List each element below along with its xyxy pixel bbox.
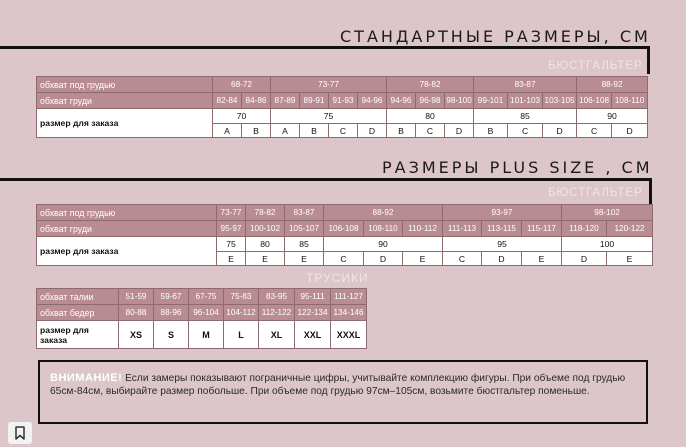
standard-size-row xyxy=(37,109,648,124)
underbust-cell: 68-72 xyxy=(213,77,271,93)
waist-cell: 75-83 xyxy=(224,289,259,305)
cup-cell: B xyxy=(387,124,416,138)
standard-top-rule xyxy=(0,46,650,49)
plus-size-row xyxy=(37,237,653,252)
cup-cell: C xyxy=(577,124,612,138)
underbust-cell: 78-82 xyxy=(387,77,474,93)
size-cell: M xyxy=(189,321,224,349)
note-body xyxy=(50,372,640,398)
bookmark-button[interactable] xyxy=(8,422,32,444)
standard-underbust-row xyxy=(37,77,648,93)
underbust-cell: 88-92 xyxy=(324,205,443,221)
size-cell: 80 xyxy=(387,109,474,124)
bust-cell: 87-89 xyxy=(271,93,300,109)
row-label: размер для заказа xyxy=(37,237,217,266)
size-cell: 80 xyxy=(246,237,285,252)
cup-cell: E xyxy=(285,252,324,266)
bust-cell: 113-115 xyxy=(482,221,522,237)
hips-cell: 112-122 xyxy=(259,305,295,321)
bust-cell: 89-91 xyxy=(300,93,329,109)
cup-cell: C xyxy=(324,252,364,266)
standard-side-rule xyxy=(647,46,650,74)
cup-cell: D xyxy=(543,124,577,138)
waist-cell: 95-111 xyxy=(295,289,331,305)
size-cell: XS xyxy=(119,321,154,349)
panties-size-row xyxy=(37,321,367,349)
bust-cell: 111-113 xyxy=(443,221,482,237)
size-cell: XXL xyxy=(295,321,331,349)
bust-cell: 105-107 xyxy=(285,221,324,237)
size-cell: 85 xyxy=(474,109,577,124)
bust-cell: 91-93 xyxy=(329,93,358,109)
bust-cell: 96-98 xyxy=(416,93,445,109)
waist-cell: 59-67 xyxy=(154,289,189,305)
bust-cell: 95-97 xyxy=(217,221,246,237)
bust-cell: 106-108 xyxy=(577,93,612,109)
cup-cell: D xyxy=(612,124,648,138)
row-label: обхват груди xyxy=(37,93,213,109)
underbust-cell: 88-92 xyxy=(577,77,648,93)
bust-cell: 120-122 xyxy=(607,221,653,237)
size-cell: 90 xyxy=(577,109,648,124)
cup-cell: D xyxy=(562,252,607,266)
underbust-cell: 83-87 xyxy=(474,77,577,93)
size-cell: XL xyxy=(259,321,295,349)
cup-cell: A xyxy=(213,124,242,138)
cup-cell: D xyxy=(364,252,403,266)
underbust-cell: 93-97 xyxy=(443,205,562,221)
panties-hips-row xyxy=(37,305,367,321)
bust-cell: 108-110 xyxy=(364,221,403,237)
cup-cell: B xyxy=(300,124,329,138)
cup-cell: E xyxy=(522,252,562,266)
cup-cell: E xyxy=(403,252,443,266)
bust-cell: 99-101 xyxy=(474,93,508,109)
cup-cell: B xyxy=(474,124,508,138)
hips-cell: 96-104 xyxy=(189,305,224,321)
size-cell: 90 xyxy=(324,237,443,252)
underbust-cell: 98-102 xyxy=(562,205,653,221)
cup-cell: E xyxy=(607,252,653,266)
underbust-cell: 83-87 xyxy=(285,205,324,221)
standard-band-label: БЮСТГАЛЬТЕР xyxy=(548,60,643,72)
standard-table xyxy=(36,76,648,138)
panties-waist-row xyxy=(37,289,367,305)
hips-cell: 104-112 xyxy=(224,305,259,321)
cup-cell: E xyxy=(246,252,285,266)
size-cell: 95 xyxy=(443,237,562,252)
plus-title: РАЗМЕРЫ PLUS SIZE , СМ xyxy=(382,158,653,177)
bust-cell: 106-108 xyxy=(324,221,364,237)
bust-cell: 110-112 xyxy=(403,221,443,237)
cup-cell: D xyxy=(358,124,387,138)
hips-cell: 80-88 xyxy=(119,305,154,321)
note-heading: ВНИМАНИЕ! xyxy=(50,372,123,384)
size-cell: 70 xyxy=(213,109,271,124)
waist-cell: 83-95 xyxy=(259,289,295,305)
cup-cell: E xyxy=(217,252,246,266)
bust-cell: 84-86 xyxy=(242,93,271,109)
bust-cell: 94-96 xyxy=(387,93,416,109)
bust-cell: 101-103 xyxy=(508,93,543,109)
bust-cell: 118-120 xyxy=(562,221,607,237)
plus-side-rule xyxy=(649,178,652,204)
size-cell: 75 xyxy=(217,237,246,252)
plus-top-rule xyxy=(0,178,652,181)
size-cell: L xyxy=(224,321,259,349)
size-cell: 85 xyxy=(285,237,324,252)
bust-cell: 108-110 xyxy=(612,93,648,109)
cup-cell: C xyxy=(508,124,543,138)
panties-table xyxy=(36,288,367,349)
row-label: обхват под грудью xyxy=(37,77,213,93)
bookmark-icon xyxy=(14,426,26,440)
bust-cell: 98-100 xyxy=(445,93,474,109)
hips-cell: 134-146 xyxy=(331,305,367,321)
row-label: обхват груди xyxy=(37,221,217,237)
underbust-cell: 78-82 xyxy=(246,205,285,221)
row-label: обхват талии xyxy=(37,289,119,305)
plus-bust-row xyxy=(37,221,653,237)
waist-cell: 51-59 xyxy=(119,289,154,305)
cup-cell: C xyxy=(443,252,482,266)
cup-cell: C xyxy=(329,124,358,138)
standard-bust-row xyxy=(37,93,648,109)
note-text: Если замеры показывают пограничные цифры, учитывайте комплекцию фигуры. При объеме под грудью 65см-84см, выбирайте размер побольше. При объеме под грудью 97см–105см, возьмите бюстгальтер поменьше. xyxy=(50,373,626,397)
size-cell: S xyxy=(154,321,189,349)
cup-cell: D xyxy=(482,252,522,266)
plus-band-label: БЮСТГАЛЬТЕР xyxy=(548,187,643,199)
bust-cell: 115-117 xyxy=(522,221,562,237)
waist-cell: 67-75 xyxy=(189,289,224,305)
hips-cell: 88-96 xyxy=(154,305,189,321)
hips-cell: 122-134 xyxy=(295,305,331,321)
row-label: обхват бедер xyxy=(37,305,119,321)
standard-title: СТАНДАРТНЫЕ РАЗМЕРЫ, СМ xyxy=(340,27,651,46)
plus-table xyxy=(36,204,653,266)
cup-cell: D xyxy=(445,124,474,138)
bust-cell: 100-102 xyxy=(246,221,285,237)
size-cell: XXXL xyxy=(331,321,367,349)
attention-note xyxy=(38,360,648,424)
bust-cell: 82-84 xyxy=(213,93,242,109)
waist-cell: 111-127 xyxy=(331,289,367,305)
size-cell: 100 xyxy=(562,237,653,252)
panties-title: ТРУСИКИ xyxy=(306,271,369,285)
bust-cell: 94-96 xyxy=(358,93,387,109)
row-label: обхват под грудью xyxy=(37,205,217,221)
row-label: размер для заказа xyxy=(37,109,213,138)
bust-cell: 103-105 xyxy=(543,93,577,109)
cup-cell: A xyxy=(271,124,300,138)
row-label: размер для заказа xyxy=(37,321,119,349)
cup-cell: C xyxy=(416,124,445,138)
cup-cell: B xyxy=(242,124,271,138)
size-cell: 75 xyxy=(271,109,387,124)
underbust-cell: 73-77 xyxy=(271,77,387,93)
plus-underbust-row xyxy=(37,205,653,221)
underbust-cell: 73-77 xyxy=(217,205,246,221)
